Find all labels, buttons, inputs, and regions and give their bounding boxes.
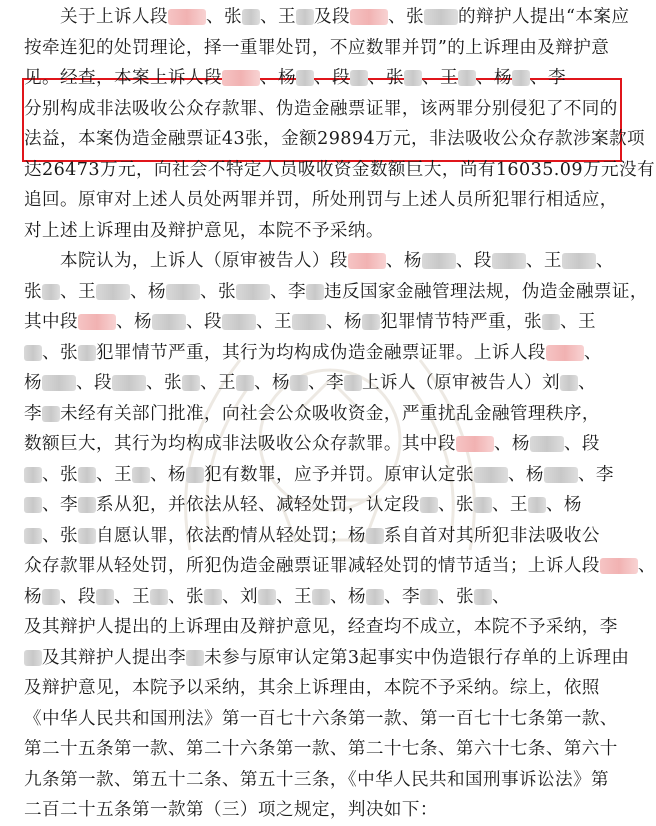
text-segment: 、王: [200, 373, 236, 393]
text-segment: 见。经查，本案上诉人: [24, 68, 204, 88]
text-segment: 、杨: [254, 373, 290, 393]
text-segment: 追回。原审对上述人员处两罪并罚，所处刑罚与上述人员所犯罪行相适应，: [24, 190, 618, 210]
redaction-blur: [166, 284, 200, 300]
text-segment: 、张: [42, 525, 78, 546]
text-segment: 、杨: [493, 434, 530, 454]
redaction-blur: [420, 497, 438, 513]
text-segment: 、刘: [222, 586, 258, 607]
text-line: [24, 63, 626, 94]
redaction-blur: [424, 9, 458, 25]
text-segment: 、杨: [330, 586, 366, 607]
redaction-blur: [78, 314, 116, 330]
text-line: [24, 185, 626, 216]
redaction-blur: [404, 70, 422, 86]
redaction-blur: [600, 558, 638, 574]
text-segment: 未经有关部门批准，向社会公众吸收资金，严重扰乱金融管理秩序，: [60, 403, 600, 424]
redaction-blur: [290, 375, 308, 391]
text-line: [24, 429, 626, 460]
text-segment: 、张: [42, 464, 78, 485]
text-segment: 、王: [421, 68, 458, 88]
text-segment: 犯有数罪，应予并罚。原审认定张: [204, 464, 474, 485]
text-segment: 、王: [276, 586, 312, 607]
redaction-blur: [512, 70, 530, 86]
text-segment: 、李: [577, 464, 614, 485]
text-segment: 、杨: [475, 68, 512, 88]
text-segment: 、段: [455, 251, 492, 271]
text-segment: 及其辩护人提出的上诉理由及辩护意见，经查均不成立，本院不予采纳，李: [24, 617, 618, 637]
redaction-blur: [78, 528, 96, 544]
redaction-blur: [350, 70, 368, 86]
redaction-blur: [96, 284, 130, 300]
redaction-blur: [296, 70, 314, 86]
text-segment: 、杨: [326, 312, 362, 332]
redaction-blur: [152, 314, 186, 330]
redaction-blur: [168, 9, 206, 25]
text-line: [24, 277, 648, 308]
text-segment: 、: [577, 373, 596, 393]
redaction-blur: [204, 589, 222, 605]
text-segment: 、王: [259, 7, 296, 27]
redaction-blur: [24, 497, 42, 513]
text-line: [24, 33, 626, 64]
redaction-blur: [236, 284, 270, 300]
name-text: 段: [329, 251, 348, 271]
text-segment: 、李: [384, 586, 420, 607]
redaction-blur: [24, 467, 42, 483]
redaction-blur: [366, 528, 384, 544]
text-segment: 犯罪情节特严重，张: [380, 312, 542, 332]
text-line: [24, 368, 626, 399]
text-segment: 、杨: [259, 68, 296, 88]
text-segment: 、王: [491, 495, 528, 515]
text-segment: 、: [492, 586, 510, 607]
text-segment: 第二十五条第一款、第二十六条第一款、第二十七条、第六十七条、第六十: [24, 739, 618, 759]
text-segment: 、杨: [385, 251, 422, 271]
redaction-blur: [42, 589, 60, 605]
text-segment: 、王: [256, 312, 292, 332]
text-segment: 、李: [529, 68, 566, 88]
text-segment: 系从犯，并依法从轻、减轻处罚，认定段: [96, 495, 420, 515]
redaction-blur: [530, 436, 564, 452]
text-line: [24, 399, 626, 430]
text-segment: 数额巨大，其行为均构成非法吸收公众存款罪。其中: [24, 434, 438, 454]
redaction-blur: [560, 375, 578, 391]
redaction-blur: [458, 70, 476, 86]
text-segment: 、张: [438, 586, 474, 607]
redaction-blur: [474, 589, 492, 605]
text-line: [24, 460, 626, 491]
text-segment: 、张: [387, 7, 424, 27]
redaction-blur: [24, 650, 42, 666]
name-text: 段: [60, 312, 78, 332]
text-line: [24, 795, 626, 826]
text-segment: 未参与原审认定第3起事实中伪造银行存单的上诉理由: [203, 647, 630, 668]
text-line: [24, 612, 626, 643]
text-segment: 其中: [24, 312, 60, 332]
name-text: 段: [437, 434, 456, 454]
text-segment: 、段: [60, 586, 96, 607]
redaction-blur: [542, 314, 560, 330]
text-line: [24, 765, 626, 796]
redaction-blur: [42, 375, 76, 391]
text-segment: 、杨: [150, 464, 186, 485]
redaction-blur: [528, 497, 546, 513]
text-segment: 、张: [437, 495, 474, 515]
redaction-blur: [292, 314, 326, 330]
text-segment: 、王: [60, 281, 96, 302]
text-segment: 本院认为，上诉人（原审被告人）: [60, 251, 330, 271]
redaction-blur: [222, 70, 260, 86]
redaction-blur: [366, 589, 384, 605]
text-segment: 及: [313, 7, 332, 27]
text-line: [24, 704, 626, 735]
text-segment: 分别构成非法吸收公众存款罪、伪造金融票证罪，该两罪分别侵犯了不同的: [24, 98, 618, 119]
text-segment: 、王: [114, 586, 150, 607]
redaction-blur: [306, 284, 324, 300]
text-segment: 、段: [76, 373, 112, 393]
text-segment: 法益，本案伪造金融票证43张，金额29894万元，非法吸收公众存款涉案款项: [24, 129, 645, 149]
redaction-blur: [42, 284, 60, 300]
text-line: [24, 2, 630, 33]
name-text: 段: [581, 556, 600, 576]
text-segment: 杨: [24, 373, 42, 393]
text-line: [24, 246, 626, 277]
text-segment: 、王: [559, 312, 596, 332]
redaction-blur: [312, 589, 330, 605]
redaction-blur: [422, 253, 456, 269]
redaction-blur: [362, 314, 380, 330]
redaction-blur: [420, 589, 438, 605]
redaction-blur: [348, 253, 386, 269]
redaction-blur: [150, 589, 168, 605]
text-line: [24, 490, 626, 521]
text-segment: 、段: [186, 312, 222, 332]
text-segment: 、王: [525, 251, 562, 271]
text-line: [24, 521, 626, 552]
redaction-blur: [78, 467, 96, 483]
text-segment: 、王: [96, 464, 132, 485]
text-segment: 上诉人（原审被告人）刘: [362, 373, 560, 393]
text-line: [24, 673, 626, 704]
text-segment: 、张: [200, 281, 236, 302]
text-segment: 、杨: [130, 281, 166, 302]
text-segment: 九条第一款、第五十二条、第五十三条，《中华人民共和国刑事诉讼法》第: [24, 769, 609, 790]
name-text: 段: [149, 7, 168, 27]
redaction-blur: [474, 497, 492, 513]
highlighted-text-line: [24, 94, 626, 125]
text-segment: 杨: [24, 586, 42, 607]
text-segment: 按牵连犯的处罚理论，择一重罪处罚，不应数罪并罚”的上诉理由及辩护意: [24, 37, 610, 58]
text-line: [24, 551, 656, 582]
redaction-blur: [456, 436, 494, 452]
text-segment: 及其辩护人提出李: [42, 647, 186, 668]
redaction-blur: [24, 345, 42, 361]
text-segment: 众存款罪从轻处罚，所犯伪造金融票证罪减轻处罚的情节适当；上诉人: [24, 556, 582, 576]
redaction-blur: [242, 9, 260, 25]
text-segment: 、李: [42, 495, 78, 515]
redaction-blur: [24, 528, 42, 544]
text-line: [24, 582, 626, 613]
redaction-blur: [344, 375, 362, 391]
text-segment: 、杨: [545, 495, 582, 515]
text-segment: 、段: [313, 68, 350, 88]
redaction-blur: [186, 467, 204, 483]
name-text: 段: [331, 7, 350, 27]
text-segment: 系自首对其所犯非法吸收公: [383, 525, 600, 546]
redaction-blur: [182, 375, 200, 391]
text-segment: 、杨: [507, 464, 544, 485]
text-line: [24, 216, 626, 247]
text-line: [24, 338, 626, 369]
text-segment: 、段: [563, 434, 600, 454]
text-segment: 、: [583, 342, 602, 363]
redaction-blur: [258, 589, 276, 605]
text-segment: 张: [24, 281, 42, 302]
redaction-blur: [236, 375, 254, 391]
redaction-blur: [78, 497, 96, 513]
name-text: 段: [527, 342, 546, 363]
text-segment: 、: [595, 251, 614, 271]
text-segment: 、李: [308, 373, 344, 393]
redaction-blur: [42, 406, 60, 422]
text-segment: 自愿认罪，依法酌情从轻处罚；杨: [96, 525, 366, 546]
text-segment: 对上述上诉理由及辩护意见，本院不予采纳。: [24, 220, 384, 241]
text-segment: 李: [24, 403, 42, 424]
text-segment: 、张: [168, 586, 204, 607]
redaction-blur: [296, 9, 314, 25]
text-line: [24, 307, 626, 338]
highlighted-text-line: [24, 124, 645, 155]
redaction-blur: [78, 345, 96, 361]
redaction-blur: [544, 467, 578, 483]
text-segment: 、杨: [116, 312, 152, 332]
text-segment: 二百二十五条第一款第（三）项之规定，判决如下：: [24, 800, 438, 820]
text-segment: 、张: [367, 68, 404, 88]
redaction-blur: [186, 650, 204, 666]
redaction-blur: [96, 589, 114, 605]
redaction-blur: [474, 467, 508, 483]
text-line: [24, 734, 626, 765]
redaction-blur: [546, 345, 584, 361]
redaction-blur: [132, 467, 150, 483]
redaction-blur: [562, 253, 596, 269]
redaction-blur: [222, 314, 256, 330]
redaction-blur: [112, 375, 146, 391]
text-segment: 犯罪情节严重，其行为均构成伪造金融票证罪。上诉人: [96, 342, 528, 363]
text-segment: 、: [637, 556, 656, 576]
text-segment: 关于上诉人: [60, 7, 150, 27]
redaction-blur: [350, 9, 388, 25]
redaction-blur: [492, 253, 526, 269]
text-segment: 、张: [42, 342, 78, 363]
text-segment: 、李: [270, 281, 306, 302]
name-text: 段: [203, 68, 222, 88]
highlighted-text-line: [24, 155, 655, 186]
text-segment: 的辩护人提出“本案应: [457, 7, 630, 27]
text-segment: 、张: [146, 373, 182, 393]
text-segment: 达26473万元，向社会不特定人员吸收资金数额巨大，尚有16035.09万元没有: [24, 159, 655, 180]
text-line: [24, 643, 630, 674]
text-segment: 《中华人民共和国刑法》第一百七十六条第一款、第一百七十七条第一款、: [24, 708, 618, 729]
text-segment: 、张: [205, 7, 242, 27]
text-segment: 及辩护意见，本院予以采纳，其余上诉理由，本院不予采纳。综上，依照: [24, 678, 600, 698]
text-segment: 违反国家金融管理法规，伪造金融票证，: [324, 281, 648, 302]
